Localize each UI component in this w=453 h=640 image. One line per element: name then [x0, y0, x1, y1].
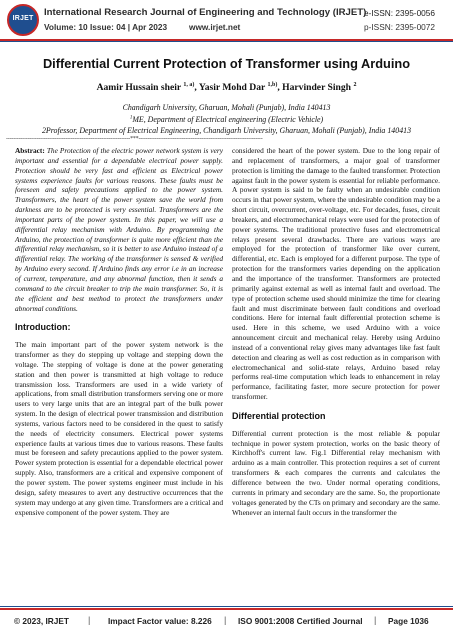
p-issn: p-ISSN: 2395-0072 [364, 22, 436, 32]
intro-text: The main important part of the power system network is the transformer as they do stepping up voltage and stepping down the voltage. The stepping of voltage is done at the power generating station and then power is transmitted at high voltage to reduce transmission loss. Transformers are used in a wide variety of applications, from small distribution transformers serving one or more users to very large units that are an integral part of the bulk power system. In the design of electrical power transmission and distribution systems, various factors need to be considered in the quest to satisfy the needs of electricity consumers. Electrical power systems experience faults at various times due to various reasons. These faults must be foreseen and safety precautions applied to the power system. Power system protection is essential for a dependable electrical power supply. Also, transformers are a critical and expensive component of the power system. The power systems engineer must include in his design, safety measures to avert any destructive occurrences that the system may undergo at any given time. Transformers are a critical and expensive component of the power system. They are [15, 340, 223, 517]
affiliation-2 [0, 115, 453, 124]
paper-title: Differential Current Protection of Transformer using Arduino [42, 56, 411, 71]
author-affiliation-mark: 1,b) [267, 82, 278, 88]
author-name: Yasir Mohd Dar [198, 82, 266, 94]
volume-issue: Volume: 10 Issue: 04 | Apr 2023 [44, 22, 168, 32]
intro-continued-text: considered the heart of the power system. Due to the long repair of and replacement of transformers, a major goal of transformer protection is limiting the damage to the faulted transformer. Protection against fault in the power system is essential for reliable performance. A power system is said to be faulty when an undesirable condition occurs in that power system, where the undesirable condition may be a short circuit, overcurrent, over-voltage, etc. For decades, fuses, circuit breakers, and electromechanical relays were used for the protection of power systems. The traditional protective fuses and electrometrical relays present several drawbacks. There are various ways are employed for the protection of transformer like over current, differential, etc. Each is employed for a different purpose. The type of protection for the transformers varies depending on the application and the importance of the transformer. Transformers are protected primarily against external as well as internal fault and overload. The type of protection scheme used should minimize the time for clearing fault and must discriminate between fault conditions and overload conditions. Here for internal fault differential protection scheme is used. Here in this scheme, we used Arduino with a voice announcement circuit and mechanical relay. Hereby using Arduino instead of a conventional relay gives many advantages like fast fault detection and clearing as well as cost reduction as in comparison with electromechanical and solid-state relays, Arduino based relay performs real-time computation which leads to enhancement in relay performance, facilitating faster, more secure protection for power transformer. [232, 146, 441, 402]
header-rule-blue [0, 41, 453, 42]
journal-header [0, 0, 453, 42]
affiliation-mark: 1 [129, 115, 133, 121]
journal-line-2 [44, 22, 444, 32]
differential-heading: Differential protection [232, 410, 326, 421]
impact-factor: Impact Factor value: 8.226 [108, 616, 212, 626]
footer-divider: | [224, 615, 227, 625]
abstract-text: The Protection of the electric power network system is very important and essential for a dependable electrical power supply. Protection should be very fast and efficient as Electrical power systems experience faults for various reasons. These faults must be foreseen and safety precautions applied to the power system. Transformers, the heart of the power system save the world from darkness are to be protected is very essential. Transformers are the important parts of the power system. In this paper, we will use a differential relay mechanism with Arduino. By programming the Arduino, the protection of transformer is quite more efficient than the differential relay mechanism, so it is better to use Arduino instead of a differential relay. The working of the transformer is sensed & verified by Arduino every second. If Arduino finds any error i.e in an increase of current, temperature, and any abnormal function, then it sends a command to the circuit breaker to trip the main transformer. So, it is the efficient and best method to protect the transformers under abnormal conditions. [15, 146, 223, 313]
journal-name: International Research Journal of Engineering and Technology (IRJET) [44, 7, 367, 18]
page-footer [0, 602, 453, 640]
right-column [232, 146, 440, 517]
footer-divider: | [88, 615, 91, 625]
footer-rule-red [0, 608, 453, 610]
author-name: Harvinder Singh [282, 82, 352, 94]
footer-rule-blue [0, 606, 453, 607]
affiliation-2-text: ME, Department of Electrical engineering (Electric Vehicle) [132, 115, 324, 124]
section-separator: ---------------------------------------------------------------------***--------------------------------------------------------------------- [6, 136, 263, 142]
iso-certification: ISO 9001:2008 Certified Journal [238, 616, 363, 626]
intro-heading: Introduction: [15, 322, 71, 333]
left-column [15, 146, 223, 517]
abstract-label: Abstract: [15, 146, 45, 155]
author-affiliation-mark: 2 [353, 82, 357, 88]
footer-divider: | [374, 615, 377, 625]
journal-url[interactable]: www.irjet.net [189, 22, 241, 32]
author-affiliation-mark: 1, a) [183, 82, 195, 88]
irjet-logo [7, 4, 39, 36]
page-number: Page 1036 [388, 616, 429, 626]
copyright: © 2023, IRJET [14, 616, 69, 626]
journal-line-1 [44, 7, 444, 18]
author-list [0, 82, 453, 93]
affiliation-3: 2Professor, Department of Electrical Engineering, Chandigarh University, Gharuan, Mohali (Punjab), India 140413 [41, 126, 412, 135]
affiliation-1: Chandigarh University, Gharuan, Mohali (Punjab), India 140413 [122, 103, 331, 112]
author-name: Aamir Hussain sheir [96, 82, 181, 94]
e-issn: e-ISSN: 2395-0056 [364, 8, 436, 18]
logo-text: IRJET [12, 15, 34, 22]
abstract [15, 146, 223, 313]
author-separator: , [194, 82, 199, 94]
author-separator: , [277, 82, 283, 94]
differential-text: Differential current protection is the most reliable & popular technique in power system protection, works on the basic theory of Kirchhoff's current law. Fig.1 Differential relay mechanism with arduino as a main controller. This protection requires a set of current transformers & each compares the currents and calculates the difference between the two. Under normal operating conditions, currents in primary and secondary are the same. So, the proportionate voltages generated by the CTs on primary and secondary are the same. Whenever an internal fault occurs in the transformer the [232, 428, 440, 517]
